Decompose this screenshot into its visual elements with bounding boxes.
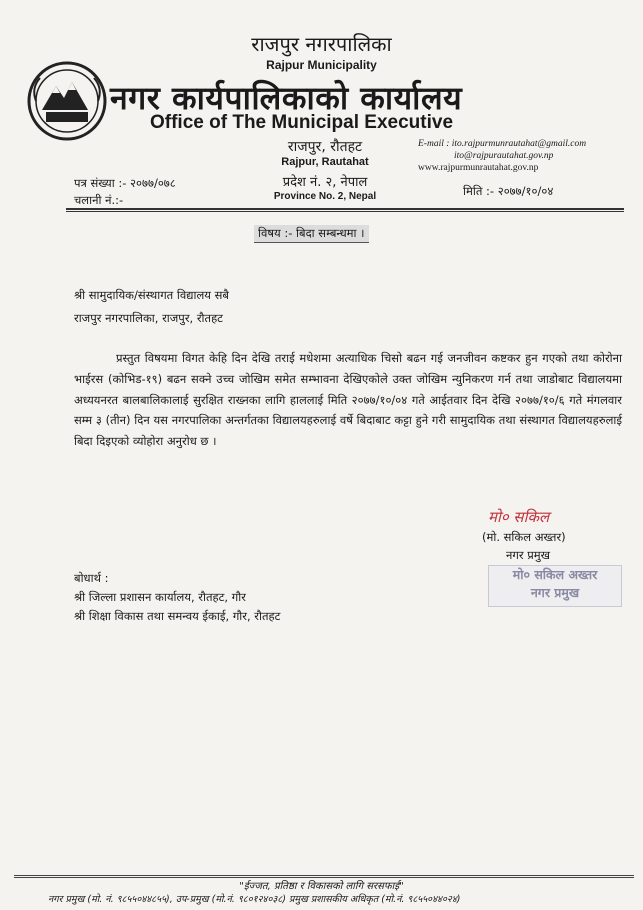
province-nepali: प्रदेश नं. २, नेपाल xyxy=(282,175,368,190)
letter-date: मिति :- २०७७/१०/०४ xyxy=(463,184,554,198)
address-nepali: राजपुर, रौतहट xyxy=(287,139,363,155)
subject-line: विषय :- बिदा सम्बन्धमा । xyxy=(254,225,369,243)
header-divider-thin xyxy=(66,211,624,212)
municipality-name-nepali: राजपुर नगरपालिका xyxy=(251,32,392,56)
website-link[interactable]: www.rajpurmunrautahat.gov.np xyxy=(418,163,539,173)
footer-motto: "ईज्जत, प्रतिष्ठा र विकासको लागि सरसफाई" xyxy=(239,881,404,892)
email-primary[interactable]: E-mail : ito.rajpurmunrautahat@gmail.com xyxy=(418,139,587,149)
addressee-line-1: श्री सामुदायिक/संस्थागत विद्यालय सबै xyxy=(74,288,229,302)
footer-contacts: नगर प्रमुख (मो. नं. ९८५५०४४८५५), उप-प्रमुख (मो.नं. ९८०१२४०३८) प्रमुख प्रशासकीय अधिकृत (मो.नं. ९८५५०४४०२४) xyxy=(48,894,461,905)
letter-body: प्रस्तुत विषयमा विगत केहि दिन देखि तराई मधेशमा अत्याधिक चिसो बढन गई जनजीवन कष्टकर हुन गएको तथा कोरोना भाईरस (कोभिड-१९) बढन सक्ने उच्च जोखिम समेत सम्भावना देखिएकोले उक्त जोखिम न्युनिकरण गर्न तथा जाडोबाट विद्यालयमा अध्ययनरत बालबालिकालाई सुरक्षित राख्नका लागि हाललाई मिति २०७७/१०/०४ गते आईतवार दिन देखि २०७७/१०/६ गते मंगलवार सम्म ३ (तीन) दिन यस नगरपालिका अन्तर्गतका विद्यालयहरुलाई वर्षे बिदाबाट कट्टा हुने गरी सामुदायिक तथा संस्थागत विद्यालयहरुलाई बिदा दिइएको व्योहोरा अनुरोध छ । xyxy=(74,351,622,449)
addressee-line-2: राजपुर नगरपालिका, राजपुर, रौतहट xyxy=(74,311,223,325)
stamp-name: मो० सकिल अख्तर xyxy=(512,567,598,582)
municipality-logo xyxy=(26,60,108,142)
cc-item: श्री जिल्ला प्रशासन कार्यालय, रौतहट, गौर xyxy=(74,590,246,604)
cc-item: श्री शिक्षा विकास तथा समन्वय ईकाई, गौर, रौतहट xyxy=(74,609,281,623)
official-stamp xyxy=(488,565,622,607)
stamp-role: नगर प्रमुख xyxy=(530,585,580,600)
province-english: Province No. 2, Nepal xyxy=(273,191,377,202)
letter-number: पत्र संख्या :- २०७७/०७८ xyxy=(74,176,176,190)
address-english: Rajpur, Rautahat xyxy=(281,156,369,168)
office-title-english: Office of The Municipal Executive xyxy=(150,112,454,133)
cc-label: बोधार्थ : xyxy=(74,571,109,585)
email-secondary[interactable]: ito@rajpurautahat.gov.np xyxy=(454,151,554,161)
dispatch-number: चलानी नं.:- xyxy=(74,193,124,207)
signatory-name: (मो. सकिल अख्तर) xyxy=(482,530,566,544)
header-divider xyxy=(66,208,624,210)
municipality-name-english: Rajpur Municipality xyxy=(266,58,377,72)
signatory-role: नगर प्रमुख xyxy=(506,548,551,562)
handwritten-signature: मो० सकिल xyxy=(488,508,550,526)
office-title-nepali: नगर कार्यपालिकाको कार्यालय xyxy=(110,79,463,117)
